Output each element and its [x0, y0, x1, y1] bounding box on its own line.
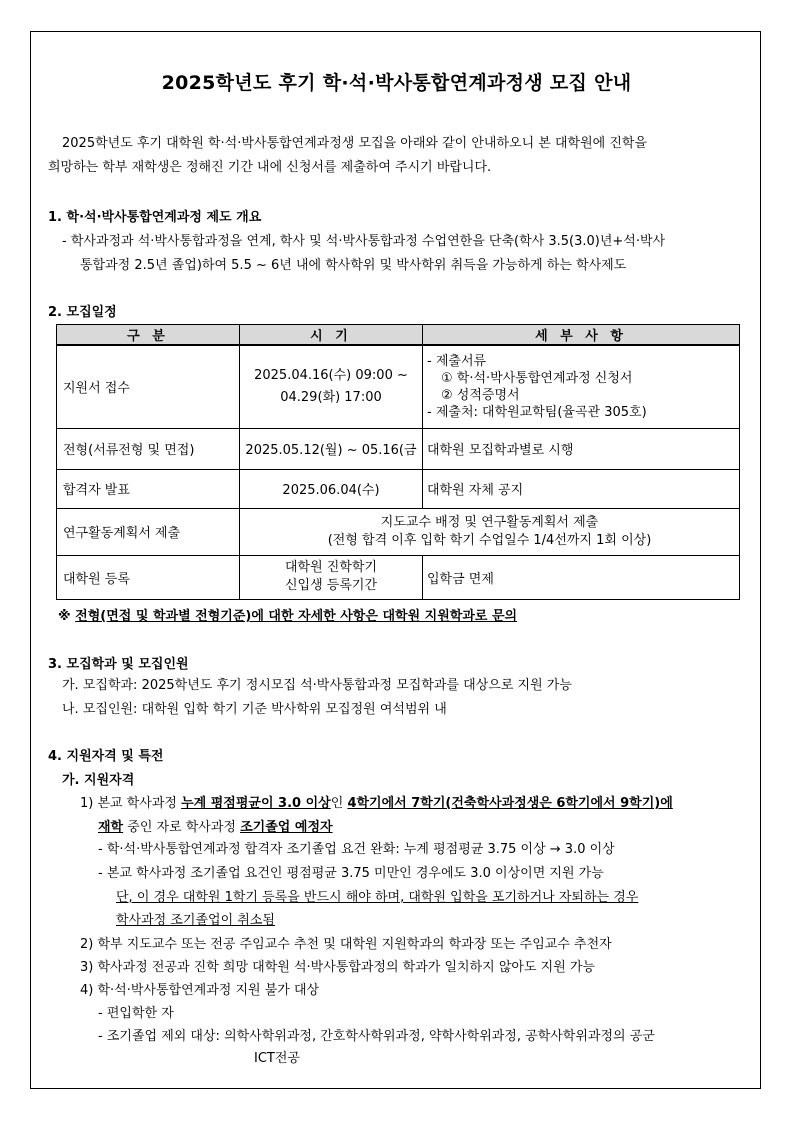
section-3-line-1: 가. 모집학과: 2025학년도 후기 정시모집 석·박사통합과정 모집학과를 대상으로 지원 가능 — [62, 678, 572, 693]
table-row — [57, 345, 740, 428]
row-detail: 대학원 모집학과별로 시행 — [423, 428, 740, 469]
eligibility-item-1-sub-2: - 본교 학사과정 조기졸업 요건인 평점평균 3.75 미만인 경우에도 3.0 이상이면 지원 가능 — [98, 866, 604, 881]
text-run: 중인 자로 학사과정 — [123, 820, 241, 835]
row-detail: 대학원 자체 공지 — [423, 469, 740, 508]
detail-line: ① 학·석·박사통합연계과정 신청서 — [441, 370, 633, 386]
text-run: 4학기에서 7학기(건축학사과정생은 6학기에서 9학기)에 — [347, 796, 673, 811]
row-detail — [423, 345, 740, 428]
eligibility-item-1-sub-3: 단, 이 경우 대학원 1학기 등록을 반드시 해야 하며, 대학원 입학을 포기하거나 자퇴하는 경우 — [116, 890, 639, 905]
eligibility-item-1-cont — [98, 816, 333, 840]
row-detail: 입학금 면제 — [423, 555, 740, 599]
row-category: 연구활동계획서 제출 — [57, 508, 240, 555]
detail-line: 지도교수 배정 및 연구활동계획서 제출 — [380, 514, 599, 530]
eligibility-item-1-sub-4: 학사과정 조기졸업이 취소됨 — [116, 913, 275, 928]
period-line: 04.29(화) 17:00 — [280, 389, 382, 405]
eligibility-item-4: 4) 학·석·박사통합연계과정 지원 불가 대상 — [80, 983, 320, 998]
note-mark: ※ — [58, 609, 71, 624]
table-header-row — [57, 325, 740, 346]
section-1-heading: 1. 학·석·박사통합연계과정 제도 개요 — [48, 210, 262, 225]
table-note — [58, 605, 517, 624]
period-line: 대학원 진학학기 — [284, 560, 378, 575]
table-row — [57, 508, 740, 555]
row-period — [240, 555, 423, 599]
row-period — [240, 345, 423, 428]
detail-line: - 제출처: 대학원교학팀(율곡관 305호) — [427, 404, 647, 420]
eligibility-item-4-sub-2: - 조기졸업 제외 대상: 의학사학위과정, 간호학사학위과정, 약학사학위과정, 공학사학위과정의 공군 — [98, 1029, 655, 1044]
section-3-heading: 3. 모집학과 및 모집인원 — [48, 657, 189, 672]
schedule-table — [56, 324, 740, 600]
intro-line-1: 2025학년도 후기 대학원 학·석·박사통합연계과정생 모집을 아래와 같이 안내하오니 본 대학원에 진학을 — [62, 136, 647, 151]
row-category: 전형(서류전형 및 면접) — [57, 428, 240, 469]
eligibility-item-2: 2) 학부 지도교수 또는 전공 주임교수 추천 및 대학원 지원학과의 학과장 또는 주임교수 추천자 — [80, 937, 612, 952]
row-period: 2025.06.04(수) — [240, 469, 423, 508]
eligibility-item-4-sub-3: ICT전공 — [254, 1051, 300, 1066]
detail-line: (전형 합격 이후 입학 학기 수업일수 1/4선까지 1회 이상) — [327, 532, 652, 548]
section-1-line-2: 통합과정 2.5년 졸업)하여 5.5 ~ 6년 내에 학사학위 및 박사학위 취득을 가능하게 하는 학사제도 — [80, 258, 627, 273]
header-detail: 세 부 사 항 — [423, 325, 740, 346]
row-category: 지원서 접수 — [57, 345, 240, 428]
table-row — [57, 428, 740, 469]
section-4-subheading: 가. 지원자격 — [62, 773, 135, 788]
row-period: 2025.05.12(월) ~ 05.16(금 — [240, 428, 423, 469]
note-text: 전형(면접 및 학과별 전형기준)에 대한 자세한 사항은 대학원 지원학과로 문의 — [75, 609, 518, 624]
row-category: 합격자 발표 — [57, 469, 240, 508]
period-line: 2025.04.16(수) 09:00 ~ — [254, 367, 408, 383]
detail-line: - 제출서류 — [427, 353, 487, 369]
intro-line-2: 희망하는 학부 재학생은 정해진 기간 내에 신청서를 제출하여 주시기 바랍니다. — [48, 160, 492, 175]
row-merged-detail — [240, 508, 740, 555]
page-title: 2025학년도 후기 학·석·박사통합연계과정생 모집 안내 — [161, 72, 632, 94]
section-2-heading: 2. 모집일정 — [48, 305, 117, 320]
section-3-line-2: 나. 모집인원: 대학원 입학 학기 기준 박사학위 모집정원 여석범위 내 — [62, 702, 447, 717]
row-category: 대학원 등록 — [57, 555, 240, 599]
eligibility-item-1-sub-1: - 학·석·박사통합연계과정 합격자 조기졸업 요건 완화: 누계 평점평균 3.75 이상 → 3.0 이상 — [98, 842, 615, 857]
text-run: 누계 평점평균이 3.0 이상 — [181, 796, 331, 811]
eligibility-item-3: 3) 학사과정 전공과 진학 희망 대학원 석·박사통합과정의 학과가 일치하지 않아도 지원 가능 — [80, 960, 596, 975]
text-run: 인 — [330, 796, 348, 811]
header-period: 시 기 — [240, 325, 423, 346]
section-1-line-1: - 학사과정과 석·박사통합과정을 연계, 학사 및 석·박사통합과정 수업연한을 단축(학사 3.5(3.0)년+석·박사 — [62, 234, 666, 249]
text-run: 재학 — [98, 820, 124, 835]
table-row — [57, 469, 740, 508]
eligibility-item-4-sub-1: - 편입학한 자 — [98, 1006, 174, 1021]
text-run: 1) 본교 학사과정 — [80, 796, 182, 811]
period-line: 신입생 등록기간 — [284, 578, 378, 593]
text-run: 조기졸업 예정자 — [240, 820, 333, 835]
section-4-heading: 4. 지원자격 및 특전 — [48, 749, 164, 764]
header-category: 구 분 — [57, 325, 240, 346]
eligibility-item-1 — [80, 792, 673, 816]
detail-line: ② 성적증명서 — [441, 387, 520, 403]
table-row — [57, 555, 740, 599]
